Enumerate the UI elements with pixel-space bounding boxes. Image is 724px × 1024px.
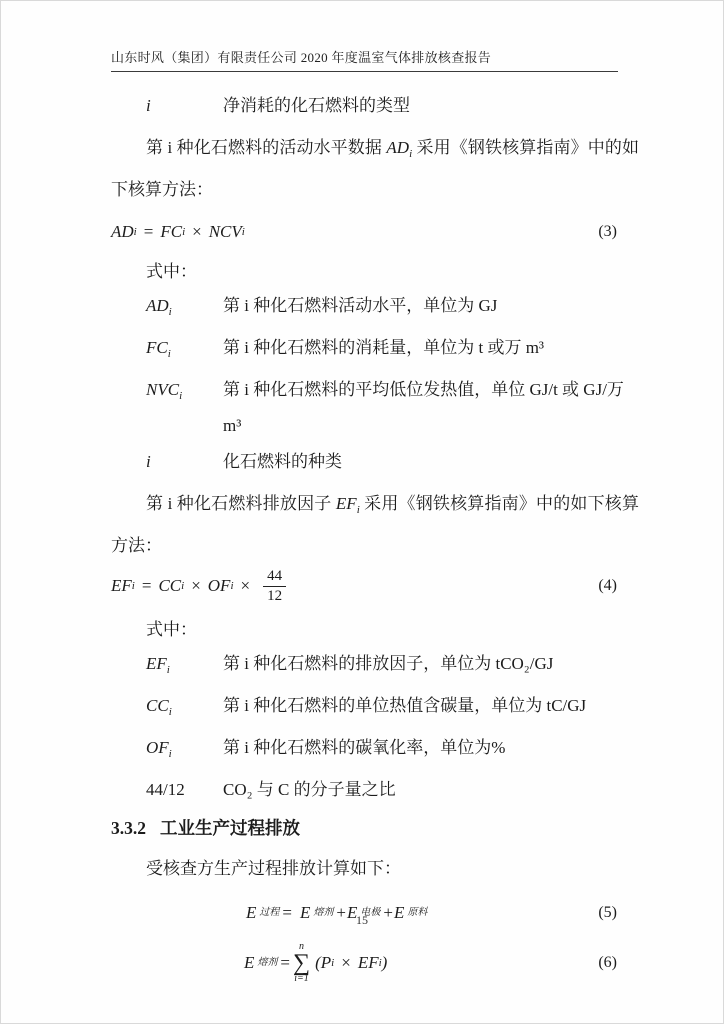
definition-desc: 第 i 种化石燃料的排放因子，单位为 tCO₂/GJ xyxy=(223,654,554,673)
symbol-base: 44/12 xyxy=(146,780,185,799)
symbol-base: AD xyxy=(146,296,169,315)
equals-operator: = xyxy=(282,903,292,922)
formula-subscript: i xyxy=(230,580,234,592)
symbol-subscript: i xyxy=(168,306,172,318)
equation-number: (5) xyxy=(598,904,617,921)
definition-row xyxy=(111,688,639,730)
definition-symbol xyxy=(146,646,223,688)
formula-subscript: 过程 xyxy=(259,907,280,918)
paragraph-text: 采用《钢铁核算指南》中的如下核算方法： xyxy=(111,494,639,555)
definition-row xyxy=(111,646,639,688)
definition-symbol xyxy=(146,730,223,772)
formula-3-expression xyxy=(111,217,245,247)
formula-subscript: i xyxy=(378,957,382,969)
definition-row xyxy=(111,88,639,124)
definition-symbol xyxy=(146,772,223,808)
definition-symbol xyxy=(146,372,223,444)
symbol-base: OF xyxy=(146,738,169,757)
formula-term: CC xyxy=(158,576,182,595)
where-label: 式中： xyxy=(146,620,197,639)
times-operator: × xyxy=(240,576,251,595)
formula-6 xyxy=(111,938,639,988)
times-operator: × xyxy=(341,953,351,972)
symbol-subscript: i xyxy=(167,348,171,360)
definition-desc: 化石燃料的种类 xyxy=(223,452,342,471)
summation-upper-limit: n xyxy=(299,941,305,952)
variable-ad: AD xyxy=(386,138,410,157)
running-header xyxy=(111,49,618,72)
fraction-44-12 xyxy=(263,569,286,604)
definition-row xyxy=(111,444,639,480)
definition-symbol: i xyxy=(146,96,151,115)
formula-term: P xyxy=(320,953,332,972)
definitions-list-2 xyxy=(111,646,639,808)
equation-number: (6) xyxy=(598,954,617,971)
symbol-subscript: i xyxy=(168,706,172,718)
symbol-base: i xyxy=(146,452,151,471)
definition-desc: 净消耗的化石燃料的类型 xyxy=(223,96,410,115)
paragraph-text: 第 i 种化石燃料排放因子 xyxy=(146,494,336,513)
symbol-subscript: i xyxy=(166,664,170,676)
section-title: 工业生产过程排放 xyxy=(160,818,300,838)
definition-symbol xyxy=(146,688,223,730)
definition-symbol xyxy=(146,288,223,330)
summation-symbol xyxy=(293,942,310,984)
equals-operator: = xyxy=(141,576,152,595)
definition-desc: CO₂ 与 C 的分子量之比 xyxy=(223,780,396,799)
formula-term: E xyxy=(246,903,257,922)
formula-subscript: i xyxy=(241,226,245,238)
plus-operator: + xyxy=(336,903,346,922)
section-heading-332 xyxy=(111,816,639,841)
formula-term: FC xyxy=(160,222,183,241)
formula-term: E xyxy=(346,903,358,922)
definition-desc: 第 i 种化石燃料的消耗量，单位为 t 或万 m³ xyxy=(223,338,545,357)
formula-term: E xyxy=(299,903,311,922)
symbol-base: EF xyxy=(146,654,167,673)
formula-subscript: 熔剂 xyxy=(313,907,334,918)
formula-term: E xyxy=(393,903,405,922)
fraction-numerator: 44 xyxy=(263,569,286,587)
definition-row xyxy=(111,372,639,444)
equals-operator: = xyxy=(143,222,154,241)
paragraph-emission-factor xyxy=(111,486,639,563)
where-label: 式中： xyxy=(146,262,197,281)
formula-term: NCV xyxy=(208,222,242,241)
definition-symbol xyxy=(146,330,223,372)
times-operator: × xyxy=(192,222,202,241)
formula-4 xyxy=(111,563,639,609)
variable-ef-subscript: i xyxy=(356,504,360,516)
header-title: 山东时风（集团）有限责任公司 2020 年度温室气体排放核查报告 xyxy=(111,50,492,65)
fraction-denominator: 12 xyxy=(267,587,283,604)
formula-subscript: i xyxy=(331,957,335,969)
formula-term: E xyxy=(244,953,255,972)
definition-desc: 第 i 种化石燃料活动水平，单位为 GJ xyxy=(223,296,498,315)
equals-operator: = xyxy=(280,953,290,972)
close-paren: ) xyxy=(381,953,388,972)
definition-row xyxy=(111,772,639,808)
definition-desc: 第 i 种化石燃料的单位热值含碳量，单位为 tC/GJ xyxy=(223,696,587,715)
formula-term: OF xyxy=(207,576,231,595)
formula-6-expression xyxy=(111,938,387,988)
formula-subscript: i xyxy=(182,226,186,238)
formula-subscript: i xyxy=(133,226,137,238)
definition-row xyxy=(111,330,639,372)
paragraph-text: 第 i 种化石燃料的活动水平数据 xyxy=(146,138,387,157)
formula-4-expression xyxy=(111,563,286,609)
times-operator: × xyxy=(191,576,201,595)
plus-operator: + xyxy=(383,903,393,922)
equation-number: (4) xyxy=(598,577,617,594)
formula-3 xyxy=(111,217,639,247)
paragraph-text: 采用《钢铁核算指南》中的如下核算方法： xyxy=(111,138,639,199)
symbol-subscript: i xyxy=(179,390,183,402)
symbol-base: FC xyxy=(146,338,168,357)
symbol-base: NVC xyxy=(146,380,180,399)
formula-term: EF xyxy=(357,953,379,972)
definition-desc: 第 i 种化石燃料的碳氧化率，单位为% xyxy=(223,738,506,757)
formula-subscript: 熔剂 xyxy=(257,957,278,968)
definition-symbol xyxy=(146,444,223,480)
page-number: 15 xyxy=(356,913,368,927)
formula-subscript: i xyxy=(131,580,135,592)
formula-term: AD xyxy=(111,222,134,241)
formula-subscript: 原料 xyxy=(407,907,428,918)
variable-ad-subscript: i xyxy=(409,148,413,160)
summation-lower-limit: i=1 xyxy=(294,973,309,984)
equation-number: (3) xyxy=(598,223,617,240)
definition-desc: 第 i 种化石燃料的平均低位发热值，单位 GJ/t 或 GJ/万 m³ xyxy=(223,380,624,435)
definition-row xyxy=(111,730,639,772)
symbol-base: CC xyxy=(146,696,169,715)
formula-term: EF xyxy=(111,576,132,595)
formula-subscript: 电极 xyxy=(360,907,381,918)
variable-ef: EF xyxy=(335,494,357,513)
definition-row xyxy=(111,288,639,330)
paragraph-process-emission: 受核查方生产过程排放计算如下： xyxy=(146,859,401,878)
open-paren: ( xyxy=(315,953,321,972)
paragraph-activity-data xyxy=(111,130,639,207)
definitions-list-1 xyxy=(111,288,639,480)
sigma-icon: ∑ xyxy=(292,950,311,976)
formula-subscript: i xyxy=(181,580,185,592)
section-number: 3.3.2 xyxy=(111,818,146,838)
symbol-subscript: i xyxy=(168,748,172,760)
